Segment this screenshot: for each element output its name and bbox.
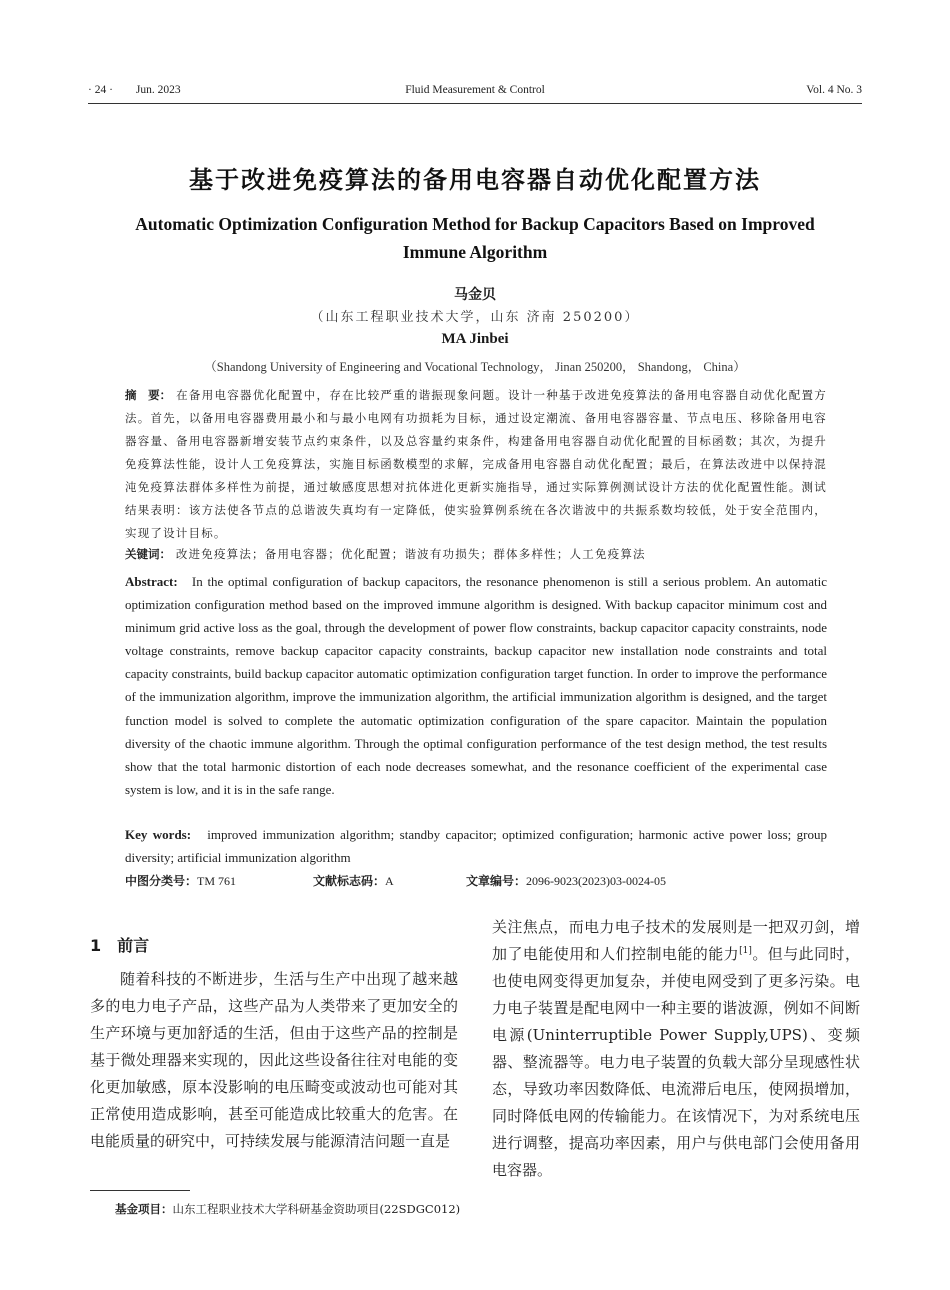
keywords-cn-text: 改进免疫算法；备用电容器；优化配置；谐波有功损失；群体多样性；人工免疫算法 bbox=[175, 547, 646, 561]
author-name-english: MA Jinbei bbox=[441, 331, 509, 347]
journal-name: Fluid Measurement & Control bbox=[405, 84, 545, 96]
keywords-chinese bbox=[125, 546, 827, 562]
funding-footnote bbox=[115, 1201, 460, 1217]
title-chinese: 基于改进免疫算法的备用电容器自动优化配置方法 bbox=[189, 166, 761, 194]
keywords-english bbox=[125, 823, 827, 869]
funding-text: 山东工程职业技术大学科研基金资助项目(22SDGC012) bbox=[172, 1202, 461, 1216]
footnote-rule bbox=[90, 1190, 190, 1191]
issue-date: Jun. 2023 bbox=[135, 84, 181, 96]
body-right-part-b: 。但与此同时，也使电网变得更加复杂，并使电网受到了更多污染。电力电子装置是配电网中一种主要的谐波源，例如不间断电源(Uninterruptible Power Supply,UPS)、变频器、整流器等。电力电子装置的负载大部分呈现感性状态，导致功率因数降低、电流滞后电压，使网损增加，同时降低电网的传输能力。在该情况下，为对系统电压进行调整，提高功率因素，用户与供电部门会使用备用电容器。 bbox=[492, 945, 860, 1179]
running-header bbox=[88, 84, 862, 102]
keywords-en-text: improved immunization algorithm; standby capacitor; optimized configuration; harmonic active power loss; group diversity; artificial immunization algorithm bbox=[125, 827, 827, 865]
abstract-english bbox=[125, 570, 827, 801]
funding-label: 基金项目： bbox=[115, 1202, 173, 1216]
affiliation-english: （Shandong University of Engineering and Vocational Technology， Jinan 250200， Shandong， China） bbox=[204, 360, 746, 374]
article-number: 文章编号：2096-9023(2023)03-0024-05 bbox=[466, 874, 666, 888]
abstract-chinese bbox=[125, 384, 827, 545]
citation-ref-1: [1] bbox=[739, 946, 752, 956]
abstract-cn-text: 在备用电容器优化配置中，存在比较严重的谐振现象问题。设计一种基于改进免疫算法的备用电容器自动优化配置方法。首先，以备用电容器费用最小和与最小电网有功损耗为目标，通过设定潮流、备用电容器容量、节点电压、移除备用电容器容量、备用电容器新增安装节点约束条件，以及总容量约束条件，构建备用电容器自动优化配置的目标函数；其次，为提升免疫算法性能，设计人工免疫算法，实施目标函数模型的求解，完成备用电容器自动优化配置；最后，在算法改进中以保持混沌免疫算法群体多样性为前提，通过敏感度思想对抗体进化更新实施指导，通过实际算例测试设计方法的优化配置性能。测试结果表明：该方法使各节点的总谐波失真均有一定降低，使实验算例系统在各次谐波中的共振系数均较低，处于安全范围内，实现了设计目标。 bbox=[125, 388, 827, 540]
author-name-chinese: 马金贝 bbox=[454, 287, 496, 303]
section-heading-introduction: 1 前言 bbox=[90, 936, 150, 955]
body-column-right bbox=[492, 914, 860, 1184]
keywords-cn-label: 关键词： bbox=[125, 547, 171, 561]
document-code: 文献标志码：A bbox=[313, 874, 394, 888]
header-rule bbox=[88, 103, 862, 104]
body-right-part-a: 关注焦点，而电力电子技术的发展则是一把双刃剑，增加了电能使用和人们控制电能的能力 bbox=[492, 918, 860, 963]
title-english: Automatic Optimization Configuration Method for Backup Capacitors Based on Improved Immune Algorithm bbox=[135, 214, 815, 262]
abstract-cn-label: 摘 要： bbox=[125, 388, 172, 402]
volume-issue: Vol. 4 No. 3 bbox=[806, 84, 862, 96]
keywords-en-label: Key words: bbox=[125, 827, 192, 842]
abstract-en-text: In the optimal configuration of backup capacitors, the resonance phenomenon is still a serious problem. An automatic optimization configuration method based on the improved immune algorithm is designed. With backup capacitor minimum cost and minimum grid active loss as the goal, through the development of power flow constraints, backup capacitor capacity constraints, node voltage constraints, remove backup capacitor capacity constraints, backup capacitor new installation node constraints and total capacity constraints, build backup capacitor automatic optimization configuration target function. In order to improve the performance of the immunization algorithm, improve the immunization algorithm, the artificial immunization algorithm is designed, and the target function model is solved to complete the automatic optimization configuration of the spare capacitor. Maintain the population diversity of the chaotic immune algorithm. Through the optimal configuration performance of the test design method, the test results show that the total harmonic distortion of each node decreases somewhat, and the resonance coefficient of the experimental case system is low, and it is in the safe range. bbox=[125, 574, 827, 797]
clc-number: 中图分类号：TM 761 bbox=[125, 874, 237, 888]
affiliation-chinese: （山东工程职业技术大学，山东 济南 250200） bbox=[310, 310, 640, 325]
body-column-left: 随着科技的不断进步，生活与生产中出现了越来越多的电力电子产品，这些产品为人类带来了更加安全的生产环境与更加舒适的生活，但由于这些产品的控制是基于微处理器来实现的，因此这些设备往往对电能的变化更加敏感，原本没影响的电压畸变或波动也可能对其正常使用造成影响，甚至可能造成比较重大的危害。在电能质量的研究中，可持续发展与能源清洁问题一直是 bbox=[90, 970, 458, 1150]
page-number: · 24 · bbox=[88, 84, 113, 96]
abstract-en-label: Abstract: bbox=[125, 574, 178, 589]
